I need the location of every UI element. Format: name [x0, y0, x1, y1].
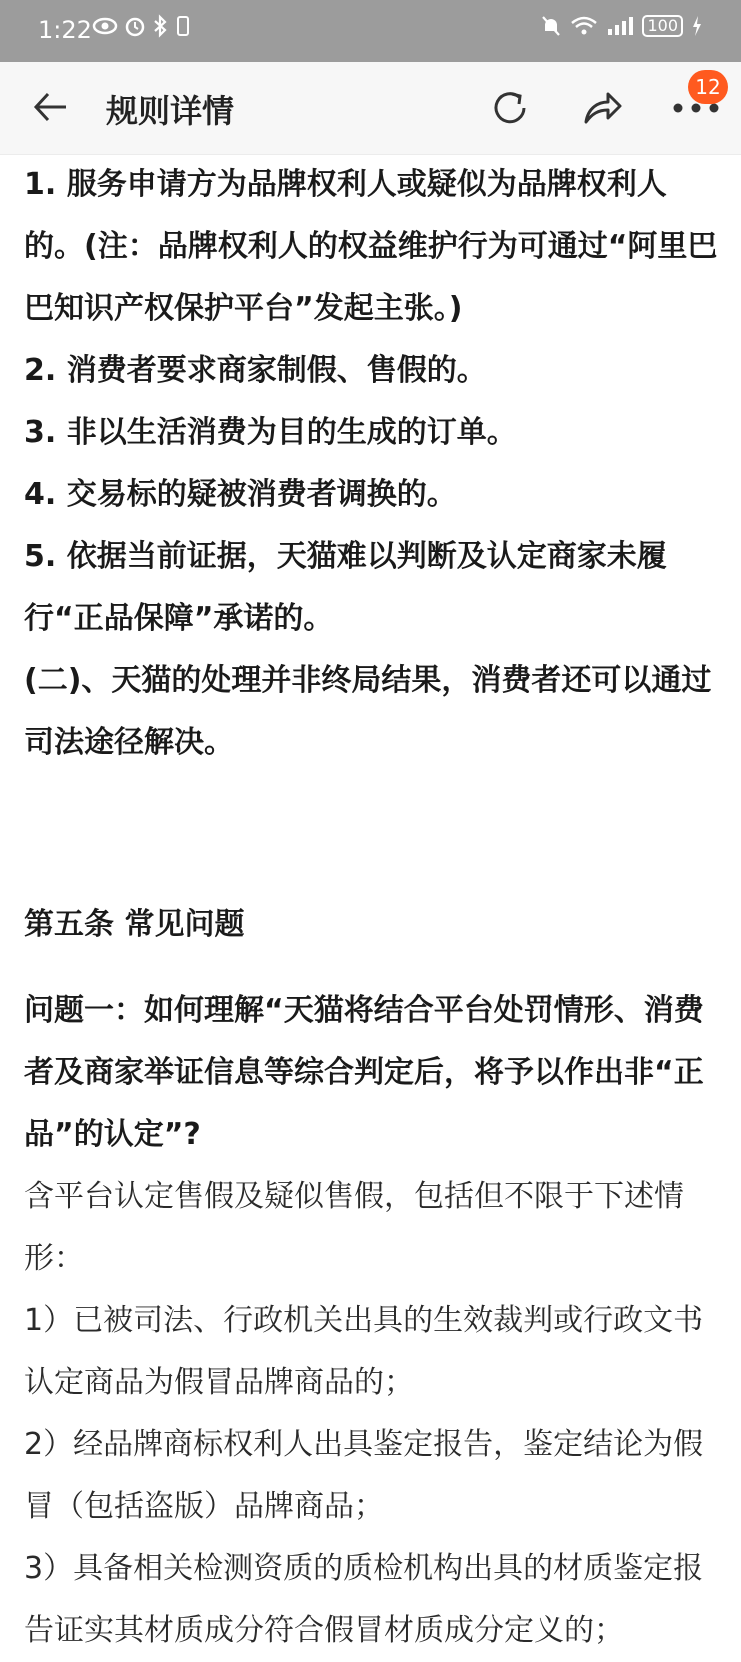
faq-answer-item: 2）经品牌商标权利人出具鉴定报告，鉴定结论为假冒（包括盗版）品牌商品；: [24, 1427, 704, 1524]
mute-icon: [540, 14, 562, 38]
top-nav-bar: [0, 62, 741, 155]
status-bar: [0, 0, 741, 62]
list-item: (二)、天猫的处理并非终局结果，消费者还可以通过司法途径解决。: [24, 663, 712, 760]
eye-icon: [92, 14, 118, 38]
faq-answer-item: 1）已被司法、行政机关出具的生效裁判或行政文书认定商品为假冒品牌商品的；: [24, 1303, 704, 1400]
notification-badge: 12: [688, 70, 728, 104]
status-time: 1:22: [38, 16, 92, 44]
faq-answer-item: 3）具备相关检测资质的质检机构出具的材质鉴定报告证实其材质成分符合假冒材质成分定义的；: [24, 1551, 704, 1648]
list-item: 2. 消费者要求商家制假、售假的。: [24, 353, 487, 388]
list-item: 4. 交易标的疑被消费者调换的。: [24, 477, 457, 512]
charging-icon: [691, 14, 703, 38]
list-item: 5. 依据当前证据，天猫难以判断及认定商家未履行“正品保障”承诺的。: [24, 539, 667, 636]
wifi-icon: [570, 14, 598, 38]
list-item: 3. 非以生活消费为目的生成的订单。: [24, 415, 517, 450]
bluetooth-icon: [152, 14, 168, 38]
share-icon[interactable]: [578, 84, 626, 132]
page-title: 规则详情: [106, 92, 235, 130]
faq-question: 问题一：如何理解“天猫将结合平台处罚情形、消费者及商家举证信息等综合判定后，将予以作出非“正品”的认定”?: [24, 993, 704, 1152]
vibrate-icon: [174, 14, 192, 38]
rule-content: [24, 154, 724, 1662]
signal-icon: [606, 14, 634, 38]
alarm-icon: [124, 14, 146, 38]
battery-icon: 100: [642, 15, 683, 37]
list-item: 1. 服务申请方为品牌权利人或疑似为品牌权利人的。(注：品牌权利人的权益维护行为可通过“阿里巴巴知识产权保护平台”发起主张。): [24, 167, 718, 326]
section-title: 第五条 常见问题: [24, 907, 245, 942]
refresh-icon[interactable]: [486, 84, 534, 132]
back-arrow-icon[interactable]: [28, 84, 74, 130]
status-right-icons: [540, 14, 703, 38]
status-left-icons: [92, 14, 192, 38]
faq-answer-intro: 含平台认定售假及疑似售假，包括但不限于下述情形：: [24, 1179, 684, 1276]
